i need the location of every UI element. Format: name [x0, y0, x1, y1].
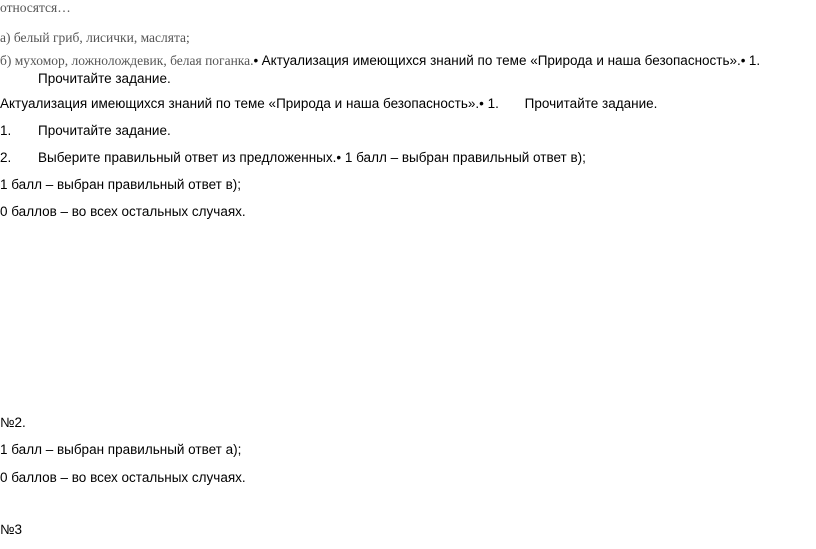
text-line-1: относятся… [0, 0, 71, 15]
text-line-5 [0, 96, 657, 112]
numbered-item-1 [0, 123, 171, 139]
bullet-icon: • [740, 53, 746, 68]
step-number: 1. [0, 123, 12, 138]
score-text: 0 баллов – во всех остальных случаях. [0, 470, 246, 485]
numbered-item-2 [0, 150, 586, 166]
score-text: 1 балл – выбран правильный ответ в); [344, 150, 586, 165]
instruction-text: Прочитайте задание. [524, 96, 658, 111]
instruction-text: Прочитайте задание. [38, 123, 171, 138]
bullet-icon: • [253, 53, 259, 68]
step-number: 2. [0, 150, 12, 165]
instruction-text: Выберите правильный ответ из предложенных. [38, 150, 337, 165]
topic-heading: Актуализация имеющихся знаний по теме «Природа и наша безопасность». [0, 96, 480, 111]
score-text: 1 балл – выбран правильный ответ в); [0, 177, 242, 192]
bullet-icon: • [479, 96, 484, 111]
step-number: 1. [487, 96, 499, 111]
task-number: №2. [0, 415, 26, 430]
answer-option-a: а) белый гриб, лисички, маслята; [0, 30, 190, 45]
instruction-text: Прочитайте задание. [38, 71, 171, 86]
score-text: 1 балл – выбран правильный ответ а); [0, 442, 242, 457]
bullet-icon: • [336, 150, 342, 165]
topic-heading: Актуализация имеющихся знаний по теме «Природа и наша безопасность». [261, 53, 741, 68]
score-text: 0 баллов – во всех остальных случаях. [0, 204, 246, 219]
task-number: №3 [0, 522, 22, 537]
step-number: 1. [748, 53, 761, 68]
text-line-3 [0, 53, 760, 69]
answer-option-b: б) мухомор, ложнолождевик, белая поганка. [0, 53, 254, 68]
